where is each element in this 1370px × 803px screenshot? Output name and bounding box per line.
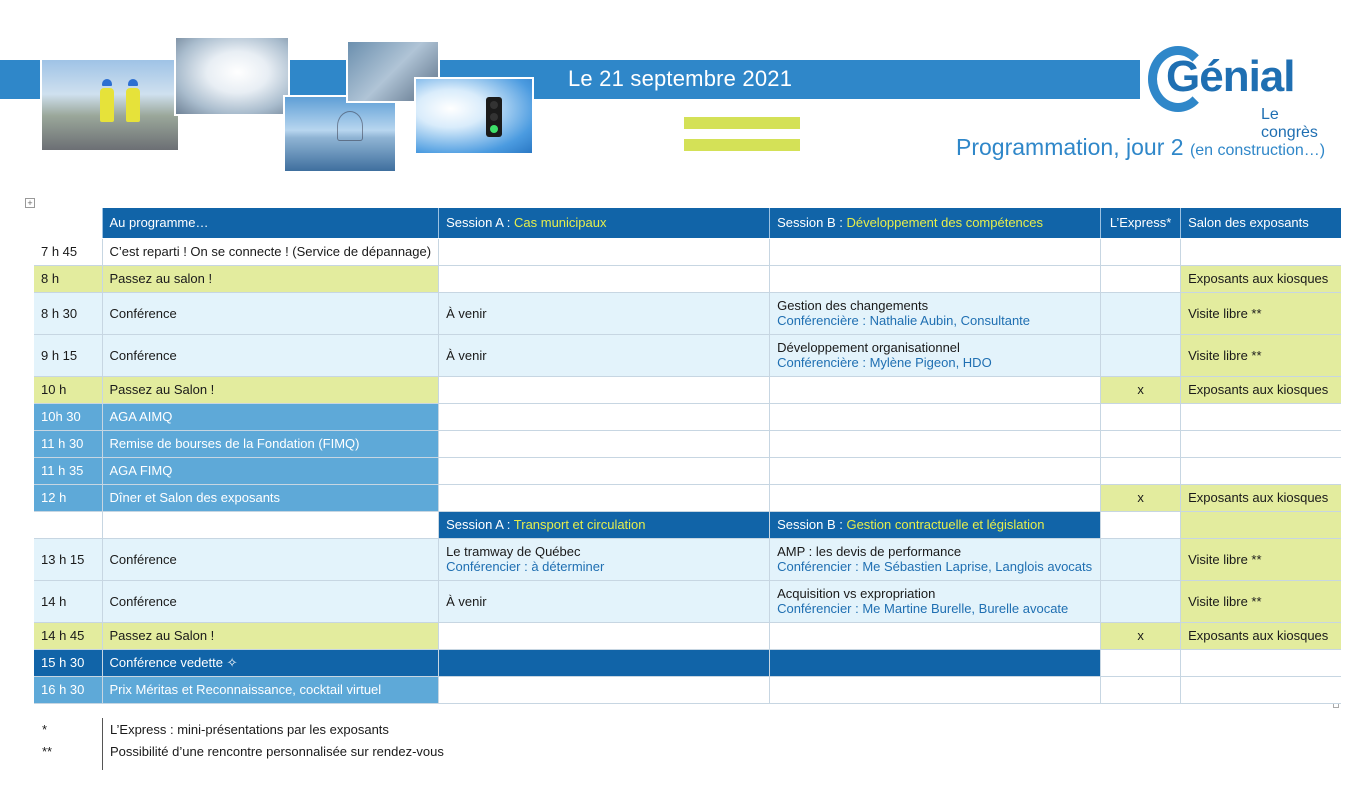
table-row: [34, 538, 1341, 580]
time-cell: [34, 676, 102, 703]
salon-text: Exposants aux kiosques: [1188, 490, 1329, 505]
table-row: [34, 238, 1341, 265]
express-cell: [1101, 457, 1181, 484]
table-row: [34, 403, 1341, 430]
time-text: 12 h: [41, 490, 67, 505]
express-cell: [1101, 265, 1181, 292]
time-cell: [34, 376, 102, 403]
session-title: Développement organisationnel: [777, 340, 960, 355]
session-a-cell: [439, 580, 770, 622]
express-cell: [1101, 484, 1181, 511]
session-a-cell: [439, 292, 770, 334]
legend-divider: [102, 718, 103, 770]
session-a-cell: [439, 649, 770, 676]
salon-cell: [1181, 334, 1341, 376]
legend-mark: **: [42, 744, 53, 759]
session-speaker: Conférencier : à déterminer: [446, 559, 605, 574]
programme-text: Dîner et Salon des exposants: [109, 490, 281, 505]
table-row: [34, 430, 1341, 457]
session-a-cell: [439, 265, 770, 292]
salon-text: Exposants aux kiosques: [1188, 628, 1329, 643]
session-b-cell: [770, 484, 1101, 511]
time-cell: [34, 622, 102, 649]
photo-snowblower: [174, 36, 290, 116]
programme-text: Conférence: [109, 593, 177, 609]
session-b-cell: [770, 238, 1101, 265]
session-b-cell: [770, 676, 1101, 703]
legend-text: Possibilité d’une rencontre personnalisée sur rendez-vous: [110, 744, 444, 759]
express-cell: [1101, 376, 1181, 403]
programme-text: AGA AIMQ: [109, 409, 173, 424]
programme-text: Passez au Salon !: [109, 628, 215, 643]
salon-text: Exposants aux kiosques: [1188, 271, 1329, 286]
session-title: AMP : les devis de performance: [777, 544, 962, 559]
legend-mark: *: [42, 722, 48, 737]
session-title: Acquisition vs expropriation: [777, 586, 936, 601]
session-speaker: Conférencier : Me Sébastien Laprise, Langlois avocats: [777, 559, 1093, 574]
session-b-cell: [770, 622, 1101, 649]
session-a-cell: [439, 538, 770, 580]
photo-flooded-trees: [283, 95, 397, 173]
express-mark: x: [1137, 628, 1144, 643]
session-subheader-row: [34, 511, 1341, 538]
time-cell: [34, 292, 102, 334]
session-speaker: Conférencière : Mylène Pigeon, HDO: [777, 355, 992, 370]
time-cell: [34, 334, 102, 376]
programme-text: Passez au Salon !: [109, 382, 215, 397]
salon-cell: [1181, 403, 1341, 430]
time-cell: [34, 580, 102, 622]
express-cell: [1101, 403, 1181, 430]
table-row: [34, 376, 1341, 403]
subheader-session-a-prefix: Session A :: [446, 517, 514, 532]
salon-text: Visite libre **: [1188, 593, 1262, 609]
programme-cell: [102, 484, 439, 511]
salon-text: Visite libre **: [1188, 347, 1262, 363]
worker-figure: [100, 88, 114, 122]
legend-text: L’Express : mini-présentations par les exposants: [110, 722, 389, 737]
schedule-table: [34, 208, 1341, 704]
photo-traffic-light: [414, 77, 534, 155]
time-text: 14 h 45: [41, 628, 85, 643]
subheader-session-b-topic: Gestion contractuelle et législation: [846, 517, 1045, 532]
page-title: [956, 134, 1325, 161]
salon-cell: [1181, 265, 1341, 292]
time-cell: [34, 538, 102, 580]
session-title: À venir: [446, 305, 487, 321]
salon-cell: [1181, 622, 1341, 649]
programme-text: AGA FIMQ: [109, 463, 173, 478]
time-text: 8 h 30: [41, 305, 78, 321]
header-session-b: [770, 208, 1101, 238]
programme-cell: [102, 457, 439, 484]
session-b-cell: [770, 292, 1101, 334]
programme-cell: [102, 538, 439, 580]
schedule-body: [34, 208, 1341, 703]
subheader-express-cell: [1101, 511, 1181, 538]
event-date: Le 21 septembre 2021: [568, 66, 793, 91]
session-a-cell: [439, 622, 770, 649]
salon-cell: [1181, 676, 1341, 703]
table-row: [34, 649, 1341, 676]
time-cell: [34, 457, 102, 484]
programme-cell: [102, 580, 439, 622]
time-text: 11 h 30: [41, 436, 84, 451]
salon-text: Visite libre **: [1188, 305, 1262, 321]
session-speaker: Conférencier : Me Martine Burelle, Burelle avocate: [777, 601, 1069, 616]
programme-cell: [102, 403, 439, 430]
session-a-cell: [439, 238, 770, 265]
subheader-session-b-prefix: Session B :: [777, 517, 847, 532]
time-text: 16 h 30: [41, 682, 85, 697]
logo-subtitle: Le congrès: [1261, 106, 1318, 141]
programme-text: Passez au salon !: [109, 271, 213, 286]
table-row: [34, 580, 1341, 622]
programme-cell: [102, 292, 439, 334]
time-cell: [34, 649, 102, 676]
salon-cell: [1181, 538, 1341, 580]
programme-text: Remise de bourses de la Fondation (FIMQ): [109, 436, 360, 451]
time-cell: [34, 430, 102, 457]
genial-logo: [1144, 44, 1334, 141]
session-a-cell: [439, 457, 770, 484]
salon-text: Visite libre **: [1188, 551, 1262, 567]
salon-cell: [1181, 376, 1341, 403]
table-row: [34, 334, 1341, 376]
photo-workers: [40, 58, 180, 152]
programme-text: Conférence: [109, 305, 177, 321]
accent-bar-top: [684, 117, 800, 129]
accent-bar-bottom: [684, 139, 800, 151]
session-b-cell: [770, 430, 1101, 457]
express-cell: [1101, 430, 1181, 457]
express-cell: [1101, 292, 1181, 334]
session-title: Le tramway de Québec: [446, 544, 581, 559]
salon-cell: [1181, 649, 1341, 676]
table-row: [34, 676, 1341, 703]
programme-text: Prix Méritas et Reconnaissance, cocktail virtuel: [109, 682, 382, 697]
session-b-cell: [770, 403, 1101, 430]
time-cell: [34, 265, 102, 292]
time-text: 8 h: [41, 271, 60, 286]
time-cell: [34, 484, 102, 511]
session-a-cell: [439, 376, 770, 403]
programme-text: C’est reparti ! On se connecte ! (Service de dépannage): [109, 244, 432, 259]
programme-cell: [102, 376, 439, 403]
subheader-salon-cell: [1181, 511, 1341, 538]
programme-cell: [102, 430, 439, 457]
time-text: 13 h 15: [41, 551, 85, 567]
header-session-a-topic: Cas municipaux: [514, 215, 607, 231]
programme-text: Conférence: [109, 347, 177, 363]
salon-cell: [1181, 292, 1341, 334]
table-header-row: [34, 208, 1341, 238]
programme-cell: [102, 334, 439, 376]
session-title: À venir: [446, 347, 487, 363]
traffic-light-amber: [490, 113, 498, 121]
salon-text: Exposants aux kiosques: [1188, 382, 1329, 397]
header-session-b-prefix: Session B :: [777, 215, 847, 231]
header-salon: Salon des exposants: [1181, 208, 1341, 238]
traffic-light-red: [490, 101, 498, 109]
table-row: [34, 484, 1341, 511]
time-text: 11 h 35: [41, 463, 84, 478]
session-title: À venir: [446, 593, 487, 609]
subheader-programme-cell: [102, 511, 439, 538]
tree-icon: [337, 111, 363, 141]
session-title: Gestion des changements: [777, 298, 929, 313]
time-cell: [34, 238, 102, 265]
page-title-main: Programmation, jour 2: [956, 134, 1184, 160]
express-cell: [1101, 238, 1181, 265]
worker-figure: [126, 88, 140, 122]
session-speaker: Conférencière : Nathalie Aubin, Consultante: [777, 313, 1031, 328]
table-row: [34, 622, 1341, 649]
logo-wordmark: Génial: [1166, 52, 1295, 101]
time-text: 15 h 30: [41, 655, 85, 670]
header-session-b-topic: Développement des compétences: [846, 215, 1044, 231]
salon-cell: [1181, 457, 1341, 484]
session-b-cell: [770, 649, 1101, 676]
header-express: L’Express*: [1101, 208, 1181, 238]
session-a-cell: [439, 334, 770, 376]
session-b-cell: [770, 265, 1101, 292]
express-mark: x: [1137, 382, 1144, 397]
time-cell: [34, 403, 102, 430]
time-text: 14 h: [41, 593, 67, 609]
session-b-cell: [770, 334, 1101, 376]
subheader-time-cell: [34, 511, 102, 538]
session-b-cell: [770, 538, 1101, 580]
salon-cell: [1181, 238, 1341, 265]
session-a-cell: [439, 430, 770, 457]
time-text: 10 h: [41, 382, 67, 397]
programme-cell: [102, 676, 439, 703]
programme-text: Conférence vedette ✧: [109, 654, 238, 670]
table-move-handle-icon[interactable]: +: [25, 198, 35, 208]
salon-cell: [1181, 430, 1341, 457]
salon-cell: [1181, 484, 1341, 511]
session-b-cell: [770, 580, 1101, 622]
header-programme: Au programme…: [102, 208, 439, 238]
session-b-cell: [770, 376, 1101, 403]
table-row: [34, 457, 1341, 484]
salon-cell: [1181, 580, 1341, 622]
traffic-light-green: [490, 125, 498, 133]
express-cell: [1101, 622, 1181, 649]
header-session-a: [439, 208, 770, 238]
session-b-cell: [770, 457, 1101, 484]
hard-hat-icon: [102, 79, 112, 86]
express-cell: [1101, 538, 1181, 580]
header-time-cell: [34, 208, 102, 238]
session-a-cell: [439, 484, 770, 511]
hard-hat-icon: [128, 79, 138, 86]
subheader-session-b: [770, 511, 1101, 538]
programme-cell: [102, 265, 439, 292]
express-cell: [1101, 649, 1181, 676]
subheader-session-a-topic: Transport et circulation: [513, 517, 646, 532]
page-title-suffix: (en construction…): [1189, 142, 1326, 159]
time-text: 9 h 15: [41, 347, 78, 363]
programme-text: Conférence: [109, 551, 177, 567]
express-cell: [1101, 580, 1181, 622]
programme-cell: [102, 649, 439, 676]
table-row: [34, 292, 1341, 334]
subheader-session-a: [439, 511, 770, 538]
programme-cell: [102, 238, 439, 265]
time-text: 7 h 45: [41, 244, 78, 259]
session-a-cell: [439, 676, 770, 703]
express-mark: x: [1137, 490, 1144, 505]
programme-cell: [102, 622, 439, 649]
header-session-a-prefix: Session A :: [446, 215, 515, 231]
express-cell: [1101, 334, 1181, 376]
session-a-cell: [439, 403, 770, 430]
time-text: 10h 30: [41, 409, 81, 424]
express-cell: [1101, 676, 1181, 703]
table-row: [34, 265, 1341, 292]
